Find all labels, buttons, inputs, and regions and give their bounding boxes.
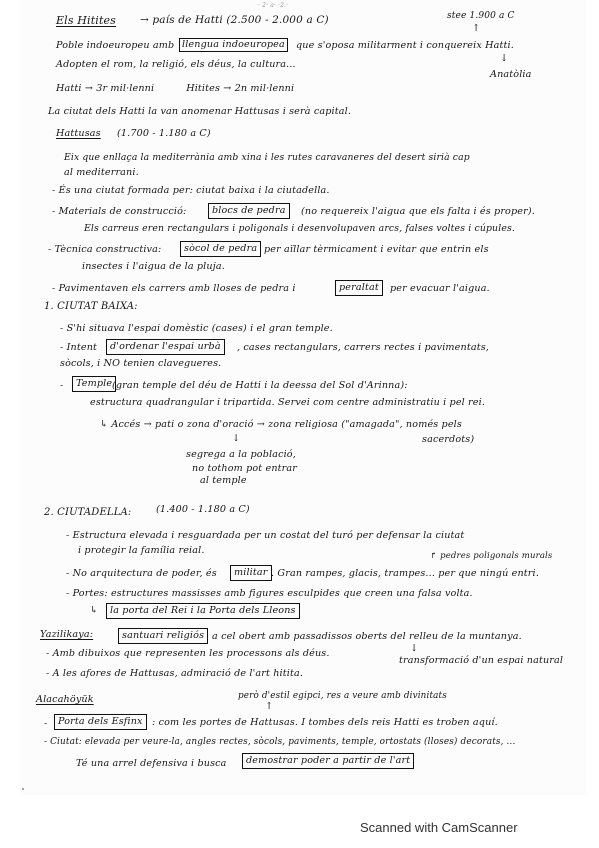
line-4: La ciutat dels Hatti la van anomenar Hattusas i serà capital. <box>48 106 352 117</box>
line-31b: : com les portes de Hattusas. I tombes dels reis Hatti es troben aquí. <box>152 717 498 728</box>
scan-speck <box>22 788 24 790</box>
line-21: al temple <box>200 475 247 486</box>
line-1-arrow: ↓ <box>500 53 509 64</box>
line-28-note: transformació d'un espai natural <box>399 655 564 666</box>
line-10a: - Tècnica constructiva: <box>48 244 162 255</box>
line-20: no tothom pot entrar <box>192 463 298 474</box>
line-10b: per aïllar tèrmicament i evitar que entrin els <box>264 244 489 255</box>
line-1-box: llengua indoeuropea <box>179 38 288 52</box>
line-19-arrow: ↓ <box>232 433 241 444</box>
title-rest: → país de Hatti (2.500 - 2.000 a C) <box>140 14 329 26</box>
line-7: - És una ciutat formada per: ciutat baixa i la ciutadella. <box>52 185 330 196</box>
hattusas-dates: (1.700 - 1.180 a C) <box>117 128 211 139</box>
line-30-note: però d'estil egipci, res a veure amb divinitats <box>238 691 447 701</box>
line-26: - Portes: estructures massisses amb figures esculpides que creen una falsa volta. <box>66 588 473 599</box>
line-18b: sacerdots) <box>422 434 475 445</box>
line-14-box: d'ordenar l'espai urbà <box>106 339 225 355</box>
line-14a: - Intent <box>60 342 98 353</box>
line-1b: que s'oposa militarment i conquereix Hatti. <box>296 40 514 51</box>
section-2-dates: (1.400 - 1.180 a C) <box>156 504 250 515</box>
line-16-dash: - <box>60 380 64 391</box>
sphinx-box: Porta dels Esfinx <box>54 714 147 730</box>
line-25b: . Gran rampes, glacis, trampes... per que ningú entri. <box>271 568 539 579</box>
line-3: Hatti → 3r mil·lenni Hitites → 2n mil·lenni <box>56 83 295 94</box>
line-32: - Ciutat: elevada per veure-la, angles rectes, sòcols, paviments, temple, ortostats (lloses) decorats, ... <box>44 737 516 747</box>
line-24-note: ↱ pedres poligonals murals <box>430 551 553 561</box>
line-30-arrow: ↑ <box>265 701 274 712</box>
militar-box: militar <box>230 565 272 581</box>
line-23: i protegir la família reial. <box>78 545 205 556</box>
section-2-heading: 2. CIUTADELLA: <box>44 507 132 518</box>
line-31-dash: - <box>44 718 48 729</box>
line-17: estructura quadrangular i tripartida. Servei com centre administratiu i pel rei. <box>90 397 486 408</box>
scanner-watermark: Scanned with CamScanner <box>360 820 518 835</box>
hattusas-heading: Hattusas <box>56 128 101 139</box>
header-mark: · 2· a· ·2.· <box>258 2 289 9</box>
line-29: - A les afores de Hattusas, admiració de l'art hitita. <box>46 668 304 679</box>
line-12a: - Pavimentaven els carrers amb lloses de pedra i <box>52 283 296 294</box>
line-22: - Estructura elevada i resguardada per un costat del turó per defensar la ciutat <box>66 530 465 541</box>
power-box: demostrar poder a partir de l'art <box>242 753 414 769</box>
line-12b: per evacuar l'aigua. <box>390 283 490 294</box>
line-8b: (no requereix l'aigua que els falta i és proper). <box>301 206 535 217</box>
line-11: insectes i l'aigua de la pluja. <box>82 261 225 272</box>
line-19: segrega a la població, <box>186 449 296 460</box>
anatolia-note: Anatòlia <box>490 69 532 80</box>
line-25a: - No arquitectura de poder, és <box>66 568 217 579</box>
line-12-box: peraltat <box>335 280 383 296</box>
alacahoyuk-heading: Alacahöyük <box>36 694 94 705</box>
line-6: al mediterrani. <box>64 167 139 178</box>
line-28: - Amb dibuixos que representen les processons als déus. <box>46 648 330 659</box>
line-5: Eix que enllaça la mediterrània amb xina i les rutes caravaneres del desert sirià cap <box>64 152 470 163</box>
line-28-arrow: ↓ <box>410 643 419 654</box>
line-18: ↳ Accés → pati o zona d'oració → zona religiosa ("amagada", només pels <box>100 419 462 430</box>
line-16b: (gran temple del déu de Hatti i la deessa del Sol d'Arinna): <box>112 380 408 391</box>
section-1-heading: 1. CIUTAT BAIXA: <box>44 301 138 312</box>
line-8-box: blocs de pedra <box>208 203 290 219</box>
line-8a: - Materials de construcció: <box>52 206 187 217</box>
line-9: Els carreus eren rectangulars i poligonals i desenvolupaven arcs, falses voltes i cúpules. <box>84 223 516 234</box>
yazilikaya-text: a cel obert amb passadissos oberts del relleu de la muntanya. <box>212 631 522 642</box>
line-27-arrow: ↳ <box>90 605 99 616</box>
line-13: - S'hi situava l'espai domèstic (cases) i el gran temple. <box>60 323 333 334</box>
line-33a: Té una arrel defensiva i busca <box>76 758 227 769</box>
top-note-arrow: ↑ <box>472 23 481 34</box>
line-2: Adopten el rom, la religió, els déus, la cultura... <box>56 59 296 70</box>
line-14b: , cases rectangulars, carrers rectes i pavimentats, <box>237 342 489 353</box>
gates-box: la porta del Rei i la Porta dels Lleons <box>106 603 300 619</box>
sanctuary-box: santuari religiós <box>118 628 208 644</box>
title-main: Els Hitites <box>56 14 116 27</box>
yazilikaya-heading: Yazilikaya: <box>40 629 94 640</box>
line-15: sòcols, i NO tenien clavegueres. <box>60 358 222 369</box>
line-1a: Poble indoeuropeu amb <box>56 40 175 51</box>
temple-box: Temple <box>72 376 116 392</box>
line-10-box: sòcol de pedra <box>180 241 261 257</box>
top-note: stee 1.900 a C <box>447 11 515 21</box>
